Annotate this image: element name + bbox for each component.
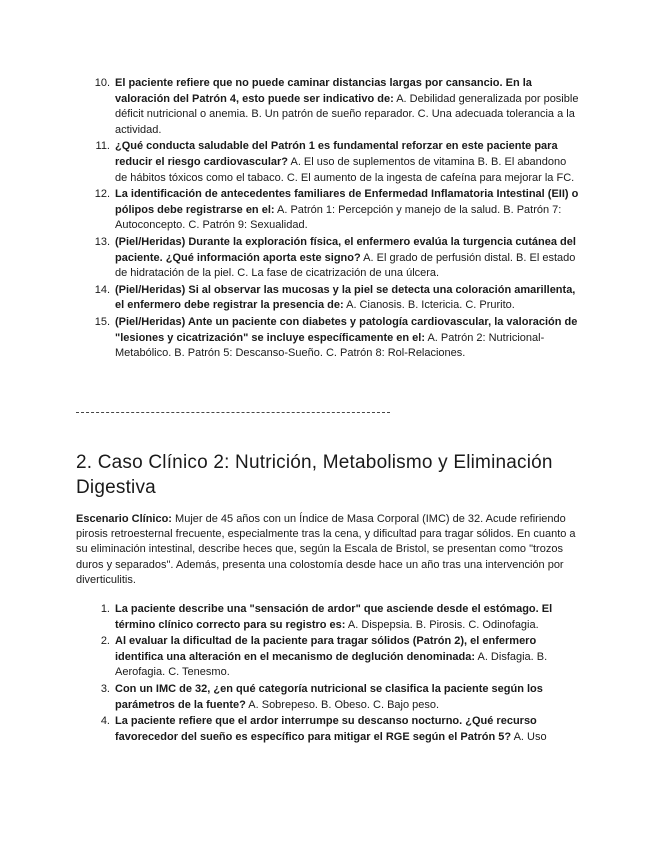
- question-options: A. Disfagia. B. Aerofagia. C. Tenesmo.: [115, 650, 548, 679]
- question-number: 1.: [100, 603, 110, 615]
- question-options: A. Sobrepeso. B. Obeso. C. Bajo peso.: [248, 698, 440, 711]
- question-item: [76, 76, 580, 138]
- question-item: [76, 139, 580, 186]
- question-list-case-1: [76, 76, 580, 363]
- question-text: La paciente describe una "sensación de ardor" que asciende desde el estómago. El término clínico correcto para su registro es:: [115, 603, 553, 631]
- question-text: Al evaluar la dificultad de la paciente para tragar sólidos (Patrón 2), el enfermero identifica una alteración en el mecanismo de deglución denominada:: [115, 635, 537, 663]
- clinical-scenario: [76, 512, 580, 588]
- question-options: A. Dispepsia. B. Pirosis. C. Odinofagia.: [347, 618, 539, 631]
- scenario-text: Mujer de 45 años con un Índice de Masa Corporal (IMC) de 32. Acude refiriendo pirosis retroesternal frecuente, especialmente tras la cena, y dificultad para tragar sólidos. En cuanto a su eliminación intestinal, describe heces que, según la Escala de Bristol, se presentan como "trozos duros y separados". Además, presenta una colostomía desde hace un año tras una intervención por diverticulitis.: [76, 513, 576, 586]
- question-options: A. Patrón 2: Nutricional-Metabólico. B. Patrón 5: Descanso-Sueño. C. Patrón 8: Rol-Relaciones.: [115, 331, 545, 360]
- question-number: 2.: [100, 635, 110, 648]
- question-text: (Piel/Heridas) Si al observar las mucosas y la piel se detecta una coloración amarillenta, el enfermero debe registrar la presencia de:: [115, 283, 576, 312]
- section-title: 2. Caso Clínico 2: Nutrición, Metabolismo y Eliminación Digestiva: [76, 452, 553, 498]
- question-text: Con un IMC de 32, ¿en qué categoría nutricional se clasifica la paciente según los parámetros de la fuente?: [115, 682, 543, 711]
- question-options: A. Cianosis. B. Ictericia. C. Prurito.: [346, 299, 515, 312]
- question-item: [76, 714, 580, 745]
- question-text: El paciente refiere que no puede caminar distancias largas por cansancio. En la valoración del Patrón 4, esto puede ser indicativo de:: [115, 77, 532, 105]
- section-divider: [76, 412, 390, 413]
- question-item: [76, 235, 580, 282]
- question-number: 13.: [94, 235, 110, 248]
- question-text: (Piel/Heridas) Durante la exploración física, el enfermero evalúa la turgencia cutánea del paciente. ¿Qué información aporta este signo?: [115, 235, 576, 264]
- question-item: [76, 682, 580, 713]
- question-item: [76, 187, 580, 234]
- question-text: La paciente refiere que el ardor interrumpe su descanso nocturno. ¿Qué recurso favorecedor del sueño es específico para mitigar el RGE según el Patrón 5?: [115, 715, 537, 743]
- question-number: 14.: [94, 283, 110, 296]
- scenario-label: Escenario Clínico:: [76, 513, 172, 525]
- question-number: 4.: [100, 715, 110, 728]
- question-options: A. Patrón 1: Percepción y manejo de la salud. B. Patrón 7: Autoconcepto. C. Patrón 9: Sexualidad.: [115, 203, 562, 232]
- question-text: ¿Qué conducta saludable del Patrón 1 es fundamental reforzar en este paciente para reducir el riesgo cardiovascular?: [115, 140, 558, 168]
- question-options: A. Uso: [513, 730, 547, 743]
- question-number: 15.: [94, 315, 110, 328]
- question-number: 10.: [94, 77, 110, 89]
- question-item: [76, 634, 580, 681]
- question-list-case-2: [76, 602, 580, 746]
- question-text: La identificación de antecedentes familiares de Enfermedad Inflamatoria Intestinal (EII) o pólipos debe registrarse en el:: [115, 188, 579, 216]
- question-options: A. Debilidad generalizada por posible déficit nutricional o anemia. B. Un patrón de sueño reparador. C. Una adecuada tolerancia a la actividad.: [115, 92, 579, 136]
- question-options: A. El grado de perfusión distal. B. El estado de hidratación de la piel. C. La fase de cicatrización de una úlcera.: [115, 251, 576, 280]
- question-item: [76, 283, 580, 314]
- question-options: A. El uso de suplementos de vitamina B. B. El abandono de hábitos tóxicos como el tabaco. C. El aumento de la ingesta de cafeína para mejorar la FC.: [115, 155, 575, 184]
- question-text: (Piel/Heridas) Ante un paciente con diabetes y patología cardiovascular, la valoración de "lesiones y cicatrización" se incluye específicamente en el:: [115, 315, 578, 344]
- question-item: [76, 602, 580, 633]
- question-number: 11.: [95, 140, 110, 153]
- question-number: 12.: [94, 188, 110, 201]
- question-number: 3.: [100, 682, 110, 695]
- question-item: [76, 315, 580, 362]
